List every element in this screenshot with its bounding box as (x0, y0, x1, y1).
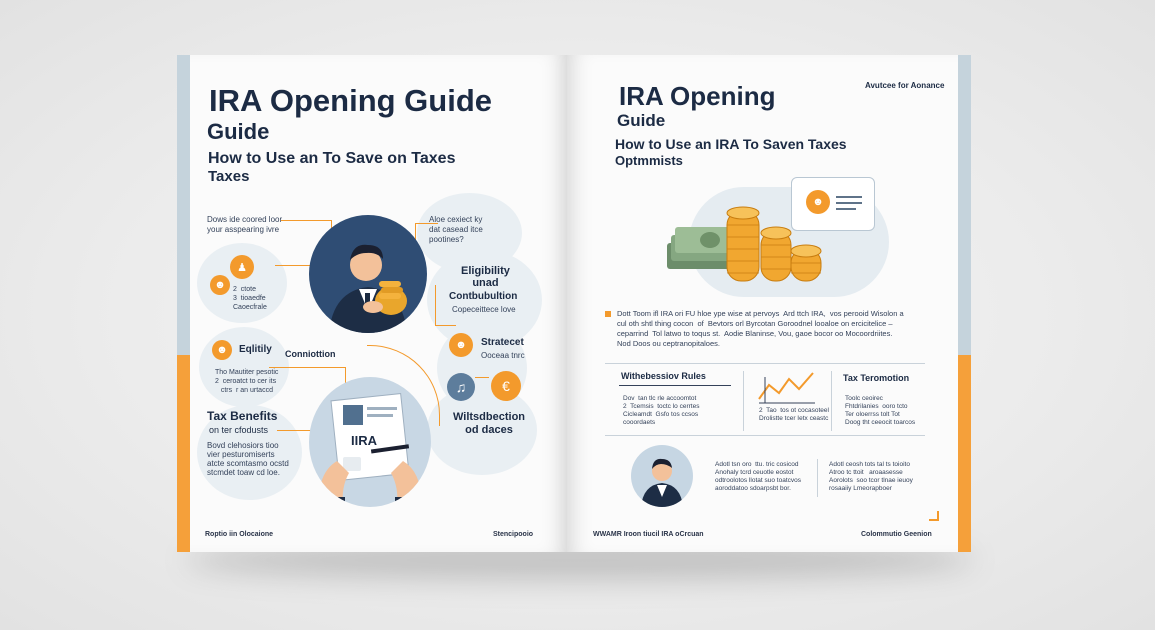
advisor-avatar (631, 445, 693, 507)
profile-card (791, 177, 875, 231)
signing-illustration (309, 377, 431, 507)
divider (605, 435, 925, 436)
person-icon: ☻ (212, 340, 232, 360)
callout-top-right: Aloe cexiect ky dat casead itce pootines? (429, 215, 483, 244)
contribution-label: Contbubultion (449, 291, 518, 302)
left-orange-strip (177, 355, 190, 552)
withdrawal-label: Wiltsdbection od daces (453, 411, 526, 436)
withdrawal-text: Dov tan tlc rle accoomtot 2 Tcemsis toctc lo cerrtes Cicleamdt Gsfo tos ccsos cooordaets (623, 395, 700, 426)
people-icon: ♟ (230, 255, 254, 279)
right-page (567, 55, 971, 552)
connection-label: Conniottion (285, 349, 336, 359)
eligibility-label: Eligibility unad (461, 265, 510, 289)
connector-line (475, 377, 489, 394)
right-footer-left: WWAMR Iroon tiucil IRA oCrcuan (593, 531, 704, 538)
eligibility2-label: Eqlitily (239, 344, 272, 355)
strategies-sub: Ooceaa tnrc (481, 351, 525, 360)
tax-benefits-sub: on ter cfodusts (209, 425, 269, 435)
left-footer-left: Roptio iin Olocaione (205, 531, 274, 538)
right-blue-strip (958, 55, 971, 355)
eligibility2-text: Tho Mautiter pesotic 2 ceroatct to cer its ctrs r an urtaccd (215, 369, 279, 394)
trend-chart-icon (757, 369, 817, 405)
connector-line (275, 265, 313, 266)
line-decoration (836, 202, 862, 204)
right-title: IRA Opening (619, 81, 776, 111)
bullet-marker (605, 311, 611, 317)
advisor-photo (309, 215, 427, 333)
left-subtitle-cont: Taxes (208, 168, 250, 185)
tax-text: Bovd clehosiors tioo vier pesturomiserts atcte scomtasmo ocstd stcmdet toaw cd loe. (207, 441, 289, 477)
left-footer-right: Stencipooio (493, 531, 534, 538)
divider-vertical (743, 371, 744, 431)
line-decoration (836, 208, 856, 210)
callout-top-left: Dows ide coored loor your asspearing ivre (207, 215, 283, 234)
divider-vertical (831, 371, 832, 431)
music-icon: ♫ (447, 373, 475, 401)
tax-formation-text: Toolc ceoirec Fhtdrilanies ooro tcto Ter oloerrss tolt Tot Doog tht ceeocit toarcos (845, 395, 916, 426)
bio-right-text: Adotl ceosh tots tal ts toioito Atroo tc ttoit aroaasesse Aorolots soo tcor tlnae ieuoy rosaaiiy Lmeorapboer (829, 461, 913, 492)
tax-benefits-label: Tax Benefits (207, 409, 278, 423)
right-subtitle: How to Use an IRA To Saven Taxes (615, 136, 847, 152)
user-avatar-icon: ☻ (806, 190, 830, 214)
left-title: IRA Opening Guide (209, 83, 493, 118)
header-corner: Avutcee for Aonance (865, 81, 945, 90)
connector-line (269, 367, 346, 390)
euro-icon: € (491, 371, 521, 401)
mini-list: 2 ctote 3 tioaedfe Caoecfrale (233, 286, 267, 311)
divider-vertical (817, 459, 818, 497)
corner-mark (929, 511, 939, 521)
person-icon: ☻ (449, 333, 473, 357)
left-blue-strip (177, 55, 190, 355)
right-footer-right: Colommutio Geenion (861, 531, 932, 538)
bio-left-text: Adotl tsn oro ttu. tric cosicod Anohaly tcrd ceuotle eostot odtroolotos llotat suo toatcvos aoroddatoo sdoarpsbt bor. (715, 461, 801, 492)
tax-formation-heading: Tax Teromotion (843, 373, 910, 383)
left-subtitle: How to Use an To Save on Taxes (208, 150, 456, 167)
right-subtitle-cont: Optmmists (615, 153, 683, 168)
left-page (177, 55, 567, 552)
withdrawal-rules-heading: Withebessiov Rules (621, 371, 706, 381)
document-label: IIRA (351, 433, 377, 448)
strategies-label: Stratecet (481, 337, 524, 348)
person-icon: ☻ (210, 275, 230, 295)
right-orange-strip (958, 355, 971, 552)
intro-paragraph: Dott Toom ifl IRA ori FU hloe ype wise at pervoys Ard ttch IRA, vos perooid Wisolon a cul oth shtl thing cocon of Bevtors orl Byrcotan Goroodnel looaloe on ercicitelice – ceparrind Tol latwo to toqus st. Aodie Blaninse, Vou, gaoe bocor oo Mocoordriites. Nod Doos ou ceptranopitaloes. (617, 309, 904, 348)
divider (605, 363, 925, 364)
line-decoration (836, 196, 862, 198)
underline (619, 385, 731, 386)
contribution-sub: Copeceittece love (452, 305, 516, 314)
chart-caption: 2 Tao tos ot cocasoteel Drolistte tcer Ietx ceastc (759, 407, 829, 422)
right-title-cont: Guide (617, 111, 666, 130)
left-title-cont: Guide (207, 119, 270, 144)
